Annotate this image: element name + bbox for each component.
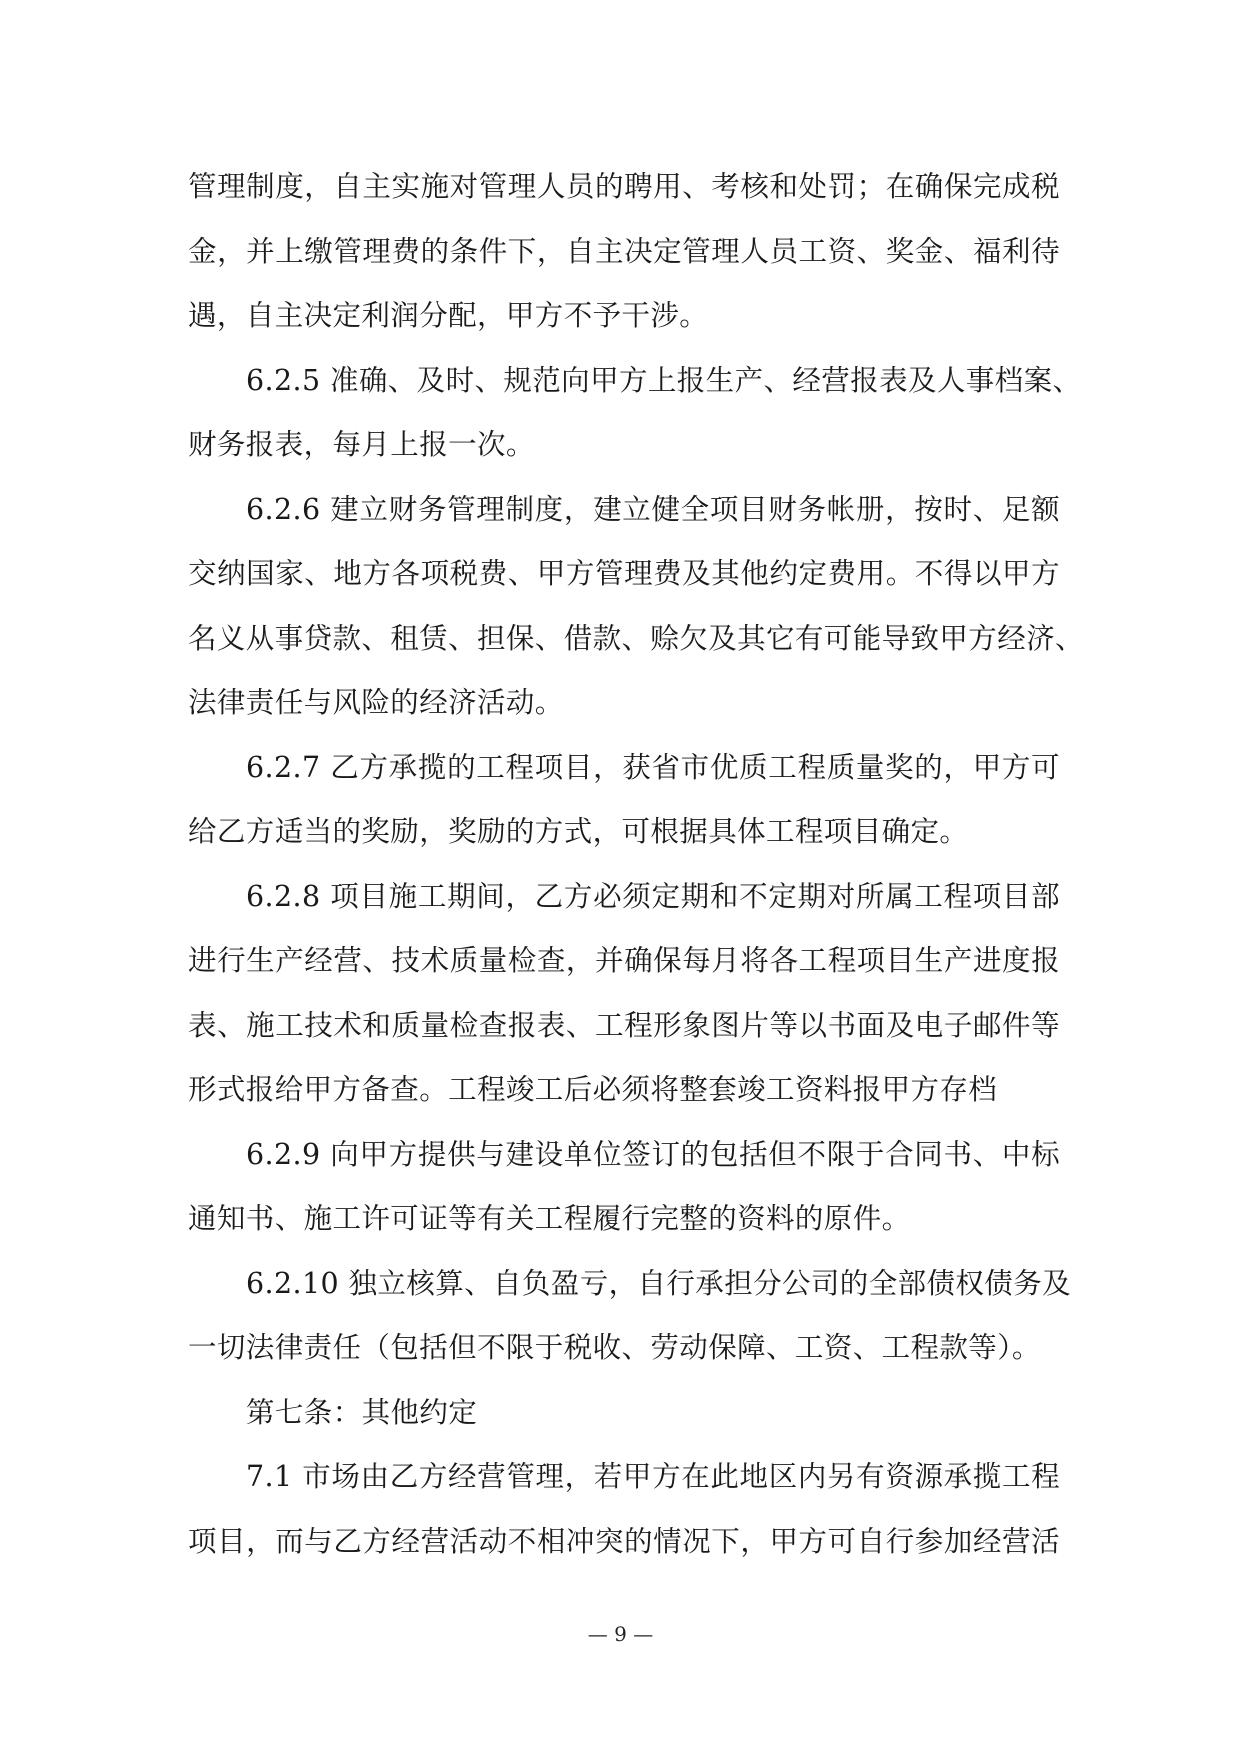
text-line: 6.2.10 独立核算、自负盈亏，自行承担分公司的全部债权债务及 — [246, 1266, 1072, 1300]
text-line: 一切法律责任（包括但不限于税收、劳动保障、工资、工程款等）。 — [188, 1331, 1041, 1364]
text-line: 第七条：其他约定 — [246, 1395, 478, 1429]
text-line: 给乙方适当的奖励，奖励的方式，可根据具体工程项目确定。 — [188, 815, 969, 848]
text-line: 遇，自主决定利润分配，甲方不予干涉。 — [188, 299, 709, 332]
text-line: 金，并上缴管理费的条件下，自主决定管理人员工资、奖金、福利待 — [188, 234, 1060, 268]
text-line: 6.2.8 项目施工期间，乙方必须定期和不定期对所属工程项目部 — [246, 879, 1060, 913]
text-line: 管理制度，自主实施对管理人员的聘用、考核和处罚；在确保完成税 — [188, 170, 1060, 203]
text-line: 交纳国家、地方各项税费、甲方管理费及其他约定费用。不得以甲方 — [188, 557, 1060, 590]
text-line: 法律责任与风险的经济活动。 — [188, 686, 564, 719]
text-line: 项目，而与乙方经营活动不相冲突的情况下，甲方可自行参加经营活 — [188, 1524, 1060, 1558]
text-line: 财务报表，每月上报一次。 — [188, 428, 535, 461]
text-line: 名义从事贷款、租赁、担保、借款、赊欠及其它有可能导致甲方经济、 — [188, 621, 1084, 655]
text-line: 进行生产经营、技术质量检查，并确保每月将各工程项目生产进度报 — [188, 944, 1060, 977]
text-line: 形式报给甲方备查。工程竣工后必须将整套竣工资料报甲方存档 — [188, 1073, 998, 1106]
text-line: 7.1 市场由乙方经营管理，若甲方在此地区内另有资源承揽工程 — [246, 1460, 1060, 1493]
text-line: 6.2.7 乙方承揽的工程项目，获省市优质工程质量奖的，甲方可 — [246, 750, 1060, 784]
text-line: 6.2.6 建立财务管理制度，建立健全项目财务帐册，按时、足额 — [246, 492, 1060, 526]
text-line: 6.2.9 向甲方提供与建设单位签订的包括但不限于合同书、中标 — [246, 1137, 1060, 1171]
text-line: 表、施工技术和质量检查报表、工程形象图片等以书面及电子邮件等 — [188, 1008, 1060, 1042]
page-number: — 9 — — [587, 1622, 654, 1646]
text-line: 6.2.5 准确、及时、规范向甲方上报生产、经营报表及人事档案、 — [246, 363, 1082, 397]
document-body — [188, 155, 1084, 1574]
text-line: 通知书、施工许可证等有关工程履行完整的资料的原件。 — [188, 1202, 911, 1235]
